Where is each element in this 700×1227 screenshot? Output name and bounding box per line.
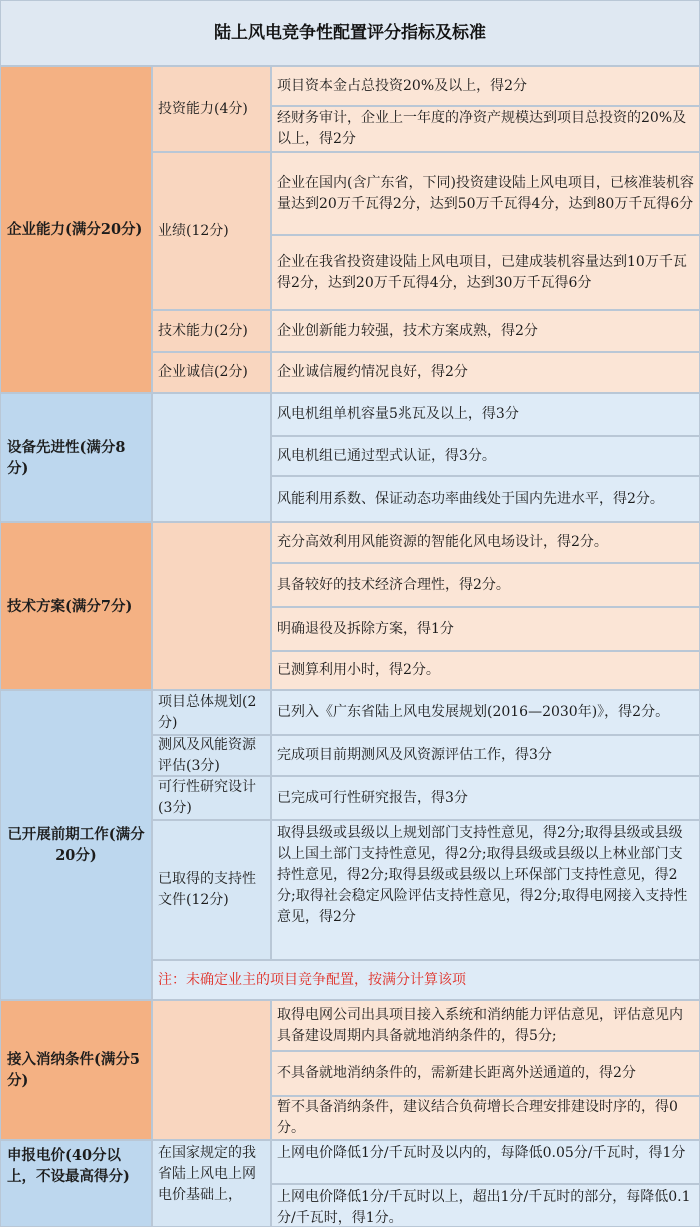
section-label-technical-plan: 技术方案(满分7分) [0,522,152,690]
criterion-text: 已列入《广东省陆上风电发展规划(2016—2030年)》，得2分。 [271,690,700,735]
criterion-text: 已完成可行性研究报告，得3分 [271,776,700,820]
criterion-text: 风能利用系数、保证动态功率曲线处于国内先进水平，得2分。 [271,476,700,522]
sub-label-wind-assessment: 测风及风能资源评估(3分) [152,735,271,776]
preliminary-work-note: 注：未确定业主的项目竞争配置，按满分计算该项 [152,960,700,1000]
criterion-text: 取得县级或县级以上规划部门支持性意见，得2分;取得县级或县级以上国土部门支持性意见，得2分;取得县级或县级以上林业部门支持性意见，得2分;取得县级或县级以上环保部门支持性意见，得2分;取得社会稳定风险评估支持性意见，得2分;取得电网接入支持性意见，得2分 [271,820,700,960]
criterion-text: 上网电价降低1分/千瓦时以上，超出1分/千瓦时的部分，每降低0.1分/千瓦时，得1分。 [271,1184,700,1227]
criterion-text: 完成项目前期测风及风资源评估工作，得3分 [271,735,700,776]
sub-label-empty [152,522,271,690]
sub-label-investment: 投资能力(4分) [152,66,271,152]
criterion-text: 企业诚信履约情况良好，得2分 [271,352,700,393]
sub-label-supporting-documents: 已取得的支持性文件(12分) [152,820,271,960]
criterion-text: 具备较好的技术经济合理性，得2分。 [271,563,700,607]
table-title: 陆上风电竞争性配置评分指标及标准 [0,0,700,66]
criterion-text: 项目资本金占总投资20%及以上，得2分 [271,66,700,106]
sub-label-empty [152,1000,271,1140]
section-label-bid-price: 申报电价(40分以上，不设最高得分) [0,1140,152,1227]
criterion-text: 取得电网公司出具项目接入系统和消纳能力评估意见，评估意见内具备建设周期内具备就地消纳条件的，得5分; [271,1000,700,1051]
criterion-text: 明确退役及拆除方案，得1分 [271,607,700,651]
criterion-text: 风电机组单机容量5兆瓦及以上，得3分 [271,393,700,436]
sub-label-integrity: 企业诚信(2分) [152,352,271,393]
sub-label-price-basis: 在国家规定的我省陆上风电上网电价基础上， [152,1140,271,1227]
sub-label-feasibility: 可行性研究设计(3分) [152,776,271,820]
section-label-enterprise-capability: 企业能力(满分20分) [0,66,152,393]
criterion-text: 企业创新能力较强，技术方案成熟，得2分 [271,310,700,352]
criterion-text: 企业在国内(含广东省，下同)投资建设陆上风电项目，已核准装机容量达到20万千瓦得2分，达到50万千瓦得4分，达到80万千瓦得6分 [271,152,700,235]
criterion-text: 经财务审计，企业上一年度的净资产规模达到项目总投资的20%及以上，得2分 [271,106,700,152]
criterion-text: 企业在我省投资建设陆上风电项目，已建成装机容量达到10万千瓦得2分，达到20万千瓦得4分，达到30万千瓦得6分 [271,235,700,310]
criterion-text: 风电机组已通过型式认证，得3分。 [271,436,700,476]
criterion-text: 已测算利用小时，得2分。 [271,651,700,690]
sub-label-technical-capability: 技术能力(2分) [152,310,271,352]
criterion-text: 暂不具备消纳条件，建议结合负荷增长合理安排建设时序的，得0分。 [271,1096,700,1140]
sub-label-overall-plan: 项目总体规划(2分) [152,690,271,735]
criterion-text: 上网电价降低1分/千瓦时及以内的，每降低0.05分/千瓦时，得1分 [271,1140,700,1184]
section-label-equipment: 设备先进性(满分8分) [0,393,152,522]
criterion-text: 不具备就地消纳条件的，需新建长距离外送通道的，得2分 [271,1051,700,1096]
sub-label-track-record: 业绩(12分) [152,152,271,310]
sub-label-empty [152,393,271,522]
section-label-grid-absorption: 接入消纳条件(满分5分) [0,1000,152,1140]
section-label-preliminary-work: 已开展前期工作(满分20分) [0,690,152,1000]
criterion-text: 充分高效利用风能资源的智能化风电场设计，得2分。 [271,522,700,563]
